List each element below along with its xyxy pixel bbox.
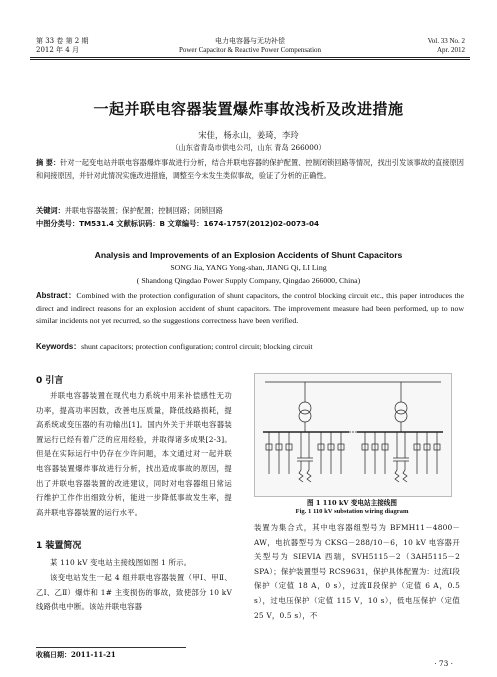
affiliation-en: ( Shandong Qingdao Power Supply Company, Qingdao 266000, China) — [136, 276, 361, 285]
figure-caption-cn: 图 1 110 kV 变电站主接线图 — [307, 499, 397, 507]
section-1-heading: 1 装置简况 — [36, 541, 82, 551]
section-1-body: 某 110 kV 变电站主接线图如图 1 所示。 — [50, 558, 192, 567]
issue-date: 2012 年 4 月 — [36, 46, 79, 54]
wiring-diagram-svg — [255, 374, 451, 496]
keywords-en-label: Keywords： — [36, 342, 82, 351]
keywords-en-text: shunt capacitors; protection configuration; control circuit; blocking circuit — [81, 342, 313, 351]
substation-wiring-diagram — [254, 373, 452, 497]
volume-issue-en: Vol. 33 No. 2 — [427, 37, 465, 45]
journal-name-cn: 电力电容器与无功补偿 — [215, 37, 285, 45]
abstract-cn-label: 摘 要： — [36, 158, 61, 167]
paper-title-en: Analysis and Improvements of an Explosion Accidents of Shunt Capacitors — [94, 250, 403, 260]
header-rule — [30, 57, 470, 58]
paper-title-cn: 一起并联电容器装置爆炸事故浅析及改进措施 — [93, 100, 404, 118]
affiliation-cn: （山东省青岛市供电公司，山东 青岛 266000） — [171, 143, 326, 152]
journal-name-en: Power Capacitor & Reactive Power Compensation — [178, 46, 322, 54]
keywords-cn — [36, 205, 464, 218]
section-0-body: 并联电容器装置在现代电力系统中用来补偿感性无功功率，提高功率因数，改善电压质量，降低线路损耗，提高系统或变压器的有功输出[1]。国内外关于并联电容器装置运行已经有着广泛的应用经验，并取得诸多成果[2-3]。但是在实际运行中仍存在少许问题，本文通过对一起并联电容器装置爆炸事故进行分析，找出造成事故的原因，提出了并联电容器装置的改进建议，同时对电容器组日常运行维护工作作出细致分析，能进一步降低事故发生率，提高并联电容器装置的运行水平。 — [36, 391, 232, 517]
authors-en: SONG Jia, YANG Yong-shan, JIANG Qi, LI Ling — [170, 263, 327, 272]
keywords-cn-label: 关键词： — [36, 206, 65, 215]
abstract-en — [36, 290, 464, 328]
abstract-en-text: Combined with the protection configuration of shunt capacitors, the control blocking circuit etc., this paper introduces the direct and indirect reasons for an explosion accident of shunt capacitors. The improvement measure had been performed, up to now similar incidents not yet recurred, so the suggestions correctness have been verified. — [36, 291, 464, 325]
abstract-cn-text: 针对一起变电站并联电容器爆炸事故进行分析，结合并联电容器的保护配置、控制闭锁回路等情况，找出引发该事故的直接原因和间接原因，并针对此情况实施改进措施，调整至今未发生类似事故，验证了分析的正确性。 — [36, 158, 464, 180]
footnote-rule — [36, 647, 186, 648]
keywords-cn-text: 并联电容器装置；保护配置；控制回路；闭锁回路 — [64, 206, 223, 215]
abstract-cn — [36, 157, 464, 182]
page-number: · 73 · — [434, 659, 453, 668]
authors-cn: 宋佳，杨永山，姜琦，李玲 — [198, 130, 299, 140]
abstract-en-label: Abstract： — [36, 291, 77, 300]
keywords-en — [36, 341, 464, 354]
received-date: 收稿日期：2011-11-21 — [36, 650, 116, 659]
classification-line: 中图分类号：TM531.4 文献标识码：B 文章编号：1674-1757(2012)02-0073-04 — [36, 219, 320, 228]
section-1-body-2: 该变电站发生一起 4 组并联电容器装置（甲Ⅰ、甲Ⅱ、乙Ⅰ、乙Ⅱ）爆炸和 1# 主变损伤的事故，致使部分 10 kV 线路供电中断。该站并联电容器 — [36, 573, 232, 612]
section-0-heading: 0 引言 — [36, 376, 64, 386]
right-column-body: 装置为集合式，其中电容器组型号为 BFMH11－4800－AW，电抗器型号为 CKSG－288/10－6，10 kV 电容器开关型号为 SIEVIA 西瑞，SVH5115－2（3AH5115－2 SPA）；保护装置型号 RCS9631，保护具体配置为：过流Ⅰ段保护（定值 18 A，0 s），过流Ⅱ段保护（定值 6 A，0.5 s），过电压保护（定值 115 V，10 s），低电压保护（定值 25 V，0.5 s），不 — [254, 523, 460, 620]
issue-date-en: Apr. 2012 — [437, 46, 465, 54]
header-rule-thin — [30, 59, 470, 60]
figure-caption-en: Fig. 1 110 kV substation wiring diagram — [295, 508, 409, 515]
volume-issue: 第 33 卷 第 2 期 — [36, 37, 89, 45]
